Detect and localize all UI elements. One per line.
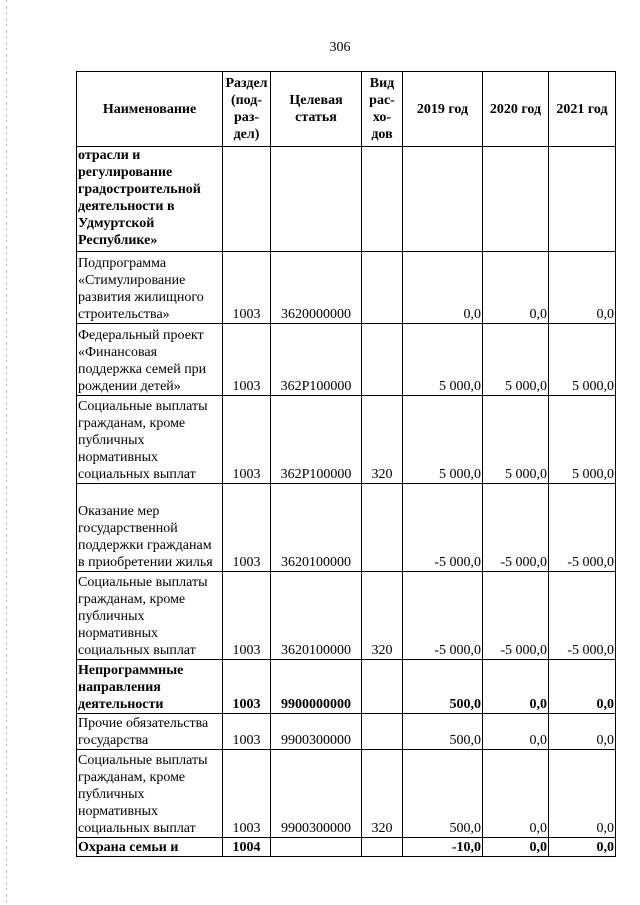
- row-name: отрасли и регулирование градостроительной деятельности в Удмуртской Республике»: [77, 147, 223, 252]
- row-2021: 5 000,0: [549, 324, 616, 396]
- row-2019: 5 000,0: [403, 324, 483, 396]
- budget-table: [76, 71, 616, 857]
- row-article: 3620100000: [271, 484, 362, 572]
- table-row: [77, 324, 616, 396]
- table-row: [77, 147, 616, 252]
- row-2020: -5 000,0: [483, 484, 549, 572]
- row-2020: 0,0: [483, 750, 549, 838]
- row-2020: 0,0: [483, 660, 549, 714]
- row-2019: 500,0: [403, 660, 483, 714]
- row-2019: 0,0: [403, 252, 483, 324]
- row-name: Социальные выплаты гражданам, кроме публичных нормативных социальных выплат: [77, 396, 223, 484]
- row-2019: 5 000,0: [403, 396, 483, 484]
- header-2021: 2021 год: [549, 72, 616, 147]
- row-2021: -5 000,0: [549, 572, 616, 660]
- table-row: [77, 572, 616, 660]
- table-row: [77, 838, 616, 857]
- row-article: 3620100000: [271, 572, 362, 660]
- row-2021: [549, 147, 616, 252]
- row-section: 1003: [223, 396, 271, 484]
- scan-edge-marks: [6, 0, 7, 905]
- row-type: [362, 484, 403, 572]
- row-section: 1003: [223, 324, 271, 396]
- row-type: [362, 838, 403, 857]
- row-2020: 0,0: [483, 714, 549, 750]
- row-section: [223, 147, 271, 252]
- row-2021: 0,0: [549, 252, 616, 324]
- row-2020: 0,0: [483, 252, 549, 324]
- row-article: [271, 838, 362, 857]
- row-2019: 500,0: [403, 750, 483, 838]
- row-article: 362P100000: [271, 396, 362, 484]
- row-2020: -5 000,0: [483, 572, 549, 660]
- row-article: 9900300000: [271, 750, 362, 838]
- row-2019: -10,0: [403, 838, 483, 857]
- row-2019: -5 000,0: [403, 484, 483, 572]
- row-section: 1003: [223, 572, 271, 660]
- table-row: [77, 252, 616, 324]
- row-2021: 0,0: [549, 660, 616, 714]
- row-section: 1003: [223, 252, 271, 324]
- row-section: 1003: [223, 714, 271, 750]
- header-2020: 2020 год: [483, 72, 549, 147]
- row-section: 1003: [223, 750, 271, 838]
- row-type: [362, 324, 403, 396]
- row-2021: 0,0: [549, 714, 616, 750]
- row-name: Оказание мер государственной поддержки гражданам в приобретении жилья: [77, 484, 223, 572]
- row-type: 320: [362, 396, 403, 484]
- row-name: Социальные выплаты гражданам, кроме публичных нормативных социальных выплат: [77, 750, 223, 838]
- row-type: 320: [362, 750, 403, 838]
- row-type: [362, 147, 403, 252]
- row-name: Социальные выплаты гражданам, кроме публичных нормативных социальных выплат: [77, 572, 223, 660]
- row-name: Федеральный проект «Финансовая поддержка семей при рождении детей»: [77, 324, 223, 396]
- table-row: [77, 396, 616, 484]
- table-row: [77, 750, 616, 838]
- table-row: [77, 484, 616, 572]
- row-2021: 5 000,0: [549, 396, 616, 484]
- row-type: [362, 660, 403, 714]
- row-2019: -5 000,0: [403, 572, 483, 660]
- row-2021: -5 000,0: [549, 484, 616, 572]
- row-2021: 0,0: [549, 750, 616, 838]
- row-section: 1004: [223, 838, 271, 857]
- row-article: 9900300000: [271, 714, 362, 750]
- row-section: 1003: [223, 660, 271, 714]
- header-row: [77, 72, 616, 147]
- row-type: [362, 252, 403, 324]
- row-article: [271, 147, 362, 252]
- row-name: Охрана семьи и: [77, 838, 223, 857]
- row-2020: 5 000,0: [483, 324, 549, 396]
- row-article: 9900000000: [271, 660, 362, 714]
- table-row: [77, 714, 616, 750]
- row-name: Прочие обязательства государства: [77, 714, 223, 750]
- header-section: Раздел (под-раз-дел): [223, 72, 271, 147]
- header-article: Целевая статья: [271, 72, 362, 147]
- row-type: 320: [362, 572, 403, 660]
- row-2021: 0,0: [549, 838, 616, 857]
- header-expense-type: Вид рас-хо-дов: [362, 72, 403, 147]
- row-type: [362, 714, 403, 750]
- row-2019: 500,0: [403, 714, 483, 750]
- row-name: Подпрограмма «Стимулирование развития жилищного строительства»: [77, 252, 223, 324]
- table-row: [77, 660, 616, 714]
- page-number: 306: [329, 40, 351, 55]
- row-2020: [483, 147, 549, 252]
- header-name: Наименование: [77, 72, 223, 147]
- row-section: 1003: [223, 484, 271, 572]
- row-2020: 5 000,0: [483, 396, 549, 484]
- header-2019: 2019 год: [403, 72, 483, 147]
- row-2019: [403, 147, 483, 252]
- row-name: Непрограммные направления деятельности: [77, 660, 223, 714]
- row-2020: 0,0: [483, 838, 549, 857]
- row-article: 362P100000: [271, 324, 362, 396]
- row-article: 3620000000: [271, 252, 362, 324]
